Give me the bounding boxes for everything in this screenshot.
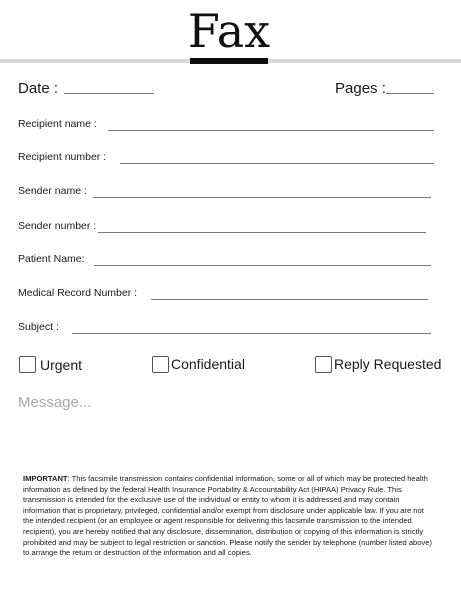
reply-requested-label: Reply Requested xyxy=(334,356,442,372)
confidential-checkbox[interactable] xyxy=(152,356,169,373)
page-title: Fax xyxy=(187,4,271,58)
confidential-label: Confidential xyxy=(171,356,245,372)
sender-name-field[interactable] xyxy=(93,197,431,198)
urgent-label: Urgent xyxy=(40,357,83,373)
message-area[interactable]: Message... xyxy=(18,394,92,411)
sender-number-label: Sender number : xyxy=(18,220,97,232)
sender-number-field[interactable] xyxy=(98,232,426,233)
notice-body: : This facsimile transmission contains confidential information, some or all of which may be protected health information as defined by the federal Health Insurance Portability & Accountability Act (HIPAA) Privacy Rule. This transmission is intended for the exclusive use of the individual or entity to whom it is addressed and may contain information that is proprietary, privileged, confidential and/or exempt from disclosure under applicable law. If you are not the intended recipient (or an employee or agent responsible for delivering this facsimile transmission to the intended recipient), you are hereby notified that any disclosure, dissemination, distribution or copying of this information is strictly prohibited and may be subject to legal restriction or sanction. Please notify the sender by telephone (number listed above) to arrange the return or destruction of the information and all copies. xyxy=(23,474,433,558)
sender-name-label: Sender name : xyxy=(18,185,87,197)
subject-label: Subject : xyxy=(18,321,59,333)
recipient-number-label: Recipient number : xyxy=(18,151,107,163)
patient-name-field[interactable] xyxy=(94,265,431,266)
patient-name-label: Patient Name: xyxy=(18,253,85,265)
recipient-name-label: Recipient name : xyxy=(18,118,97,130)
subject-field[interactable] xyxy=(72,333,431,334)
date-field[interactable] xyxy=(64,93,154,94)
recipient-number-field[interactable] xyxy=(120,163,434,164)
title-underline-accent xyxy=(190,58,268,64)
medical-record-number-label: Medical Record Number : xyxy=(18,287,138,299)
medical-record-number-field[interactable] xyxy=(151,299,428,300)
recipient-name-field[interactable] xyxy=(108,130,434,131)
reply-requested-checkbox[interactable] xyxy=(315,356,332,373)
pages-field[interactable] xyxy=(386,93,434,94)
confidentiality-notice xyxy=(23,474,435,559)
pages-label: Pages : xyxy=(335,80,386,97)
urgent-checkbox[interactable] xyxy=(19,356,36,373)
date-label: Date : xyxy=(18,80,59,97)
notice-heading: IMPORTANT xyxy=(23,474,68,483)
